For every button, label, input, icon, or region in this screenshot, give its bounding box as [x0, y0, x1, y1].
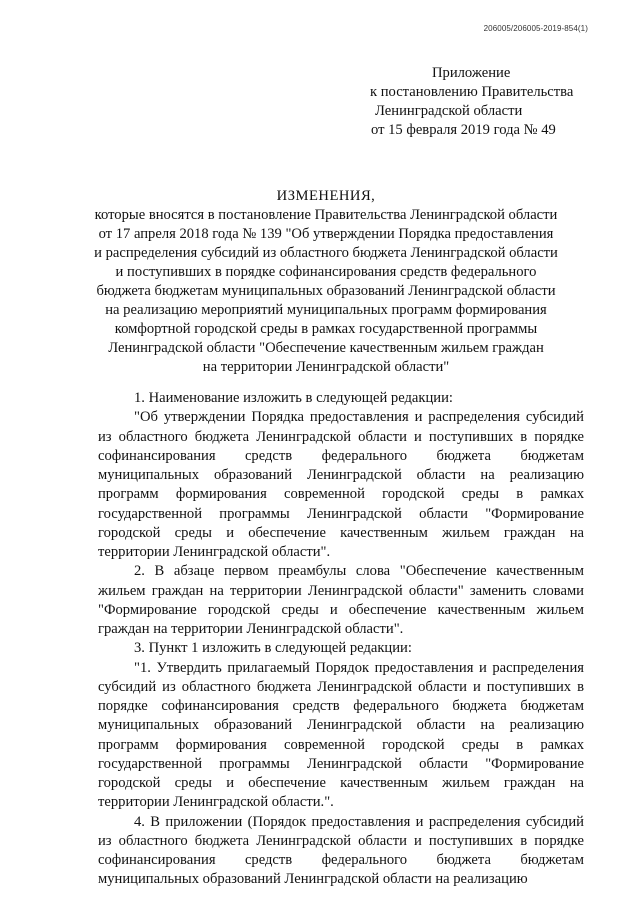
- heading-line: от 17 апреля 2018 года № 139 "Об утверждении Порядка предоставления: [98, 226, 554, 242]
- appendix-block: [360, 64, 573, 140]
- paragraph-3: 3. Пункт 1 изложить в следующей редакции:: [134, 640, 412, 657]
- appendix-line: Приложение: [432, 65, 511, 81]
- heading-line: на реализацию мероприятий муниципальных программ формирования: [105, 302, 547, 318]
- document-heading: [88, 187, 564, 377]
- paragraph-1: 1. Наименование изложить в следующей редакции:: [134, 390, 453, 406]
- heading-line: Ленинградской области "Обеспечение качественным жильем граждан: [108, 340, 544, 356]
- document-id: 206005/206005-2019-854(1): [483, 24, 588, 33]
- paragraph-2: 2. В абзаце первом преамбулы слова "Обеспечение качественным жильем граждан на территории Ленинградской области" заменить словами "Формирование городской среды и обеспечение качественным жильем граждан на территории Ленинградской области".: [98, 563, 584, 637]
- heading-title: ИЗМЕНЕНИЯ,: [276, 188, 376, 204]
- appendix-line: Ленинградской области: [375, 103, 523, 119]
- heading-line: и поступивших в порядке софинансирования средств федерального: [115, 264, 537, 280]
- heading-line: комфортной городской среды в рамках государственной программы: [114, 321, 538, 337]
- document-body: [98, 389, 584, 890]
- paragraph-4: 4. В приложении (Порядок предоставления и распределения субсидий из областного бюджета Ленинградской области и поступивших в порядке софинансирования средств федерального бюджета бюджетам муниципальных образований Ленинградской области на реализацию: [98, 813, 584, 888]
- appendix-line: к постановлению Правительства: [370, 84, 574, 100]
- paragraph-1-quote: "Об утверждении Порядка предоставления и распределения субсидий из областного бюджета Ленинградской области и поступивших в порядке софинансирования средств федерального бюджета бюджетам муниципальных образований Ленинградской области на реализацию программ формирования современной городской среды в рамках государственной программы Ленинградской области "Формирование городской среды и обеспечение качественным жильем граждан на территории Ленинградской области".: [98, 409, 584, 560]
- heading-line: и распределения субсидий из областного бюджета Ленинградской области: [94, 245, 558, 261]
- heading-line: бюджета бюджетам муниципальных образований Ленинградской области: [96, 283, 556, 299]
- appendix-line: от 15 февраля 2019 года № 49: [371, 122, 556, 138]
- paragraph-3-quote: "1. Утвердить прилагаемый Порядок предоставления и распределения субсидий из областного бюджета Ленинградской области и поступивших в порядке софинансирования средств федерального бюджета бюджетам муниципальных образований Ленинградской области на реализацию программ формирования современной городской среды в рамках государственной программы Ленинградской области "Формирование городской среды и обеспечение качественным жильем граждан на территории Ленинградской области.".: [98, 659, 584, 811]
- heading-line: которые вносятся в постановление Правительства Ленинградской области: [94, 207, 558, 223]
- heading-line: на территории Ленинградской области": [202, 359, 450, 375]
